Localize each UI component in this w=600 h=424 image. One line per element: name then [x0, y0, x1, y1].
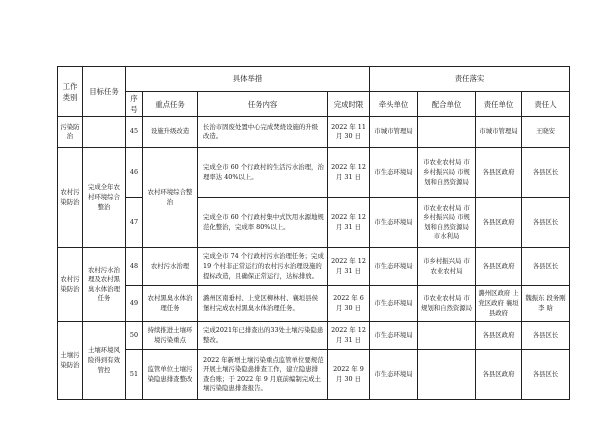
header-task-content: 任务内容 [198, 92, 328, 117]
resp-unit-cell: 各县区政府 [476, 148, 522, 198]
header-category: 工作类别 [58, 67, 83, 117]
lead-unit-cell: 市生态环境局 [370, 286, 418, 322]
resp-unit-cell: 各县区政府 [476, 350, 522, 400]
coop-unit-cell [418, 350, 476, 400]
coop-unit-cell [418, 117, 476, 148]
category-cell: 农村污染防治 [58, 248, 83, 322]
deadline-cell: 2022 年 6 月 30 日 [328, 286, 370, 322]
resp-unit-cell: 各县区政府 [476, 248, 522, 286]
header-lead-unit: 牵头单位 [370, 92, 418, 117]
seq-cell: 45 [126, 117, 143, 148]
resp-person-cell: 各县区长 [522, 350, 570, 400]
resp-person-cell: 各县区长 [522, 148, 570, 198]
table-row [58, 350, 570, 400]
task-content-cell: 完成全市 74 个行政村污水治理任务；完成 19 个村非正常运行的农村污水治理设施的提标改造，且确保正常运行，达标排放。 [198, 248, 328, 286]
lead-unit-cell: 市城市管理局 [370, 117, 418, 148]
table-row [58, 286, 570, 322]
table-row [58, 248, 570, 286]
goal-cell: 农村污水治理及农村黑臭水体治理任务 [83, 248, 126, 322]
coop-unit-cell [418, 322, 476, 350]
resp-person-cell: 王晓安 [522, 117, 570, 148]
key-task-cell: 持续推进土壤环境污染重点 [143, 322, 198, 350]
table-row [58, 117, 570, 148]
deadline-cell: 2022 年 9 月 30 日 [328, 350, 370, 400]
category-cell: 污染防治 [58, 117, 83, 148]
header-seq: 序号 [126, 92, 143, 117]
seq-cell: 51 [126, 350, 143, 400]
coop-unit-cell: 市农业农村局 市乡村振兴局 市规划和自然资源局 [418, 148, 476, 198]
task-content-cell: 完成全市 60 个行政村的生活污水治理，治理率达 40%以上。 [198, 148, 328, 198]
resp-unit-cell: 各县区政府 [476, 322, 522, 350]
deadline-cell: 2022 年 12 月 31 日 [328, 248, 370, 286]
lead-unit-cell: 市生态环境局 [370, 248, 418, 286]
key-task-cell: 农村黑臭水体治理任务 [143, 286, 198, 322]
seq-cell: 46 [126, 148, 143, 198]
table-row [58, 198, 570, 248]
lead-unit-cell: 市生态环境局 [370, 148, 418, 198]
table-row [58, 148, 570, 198]
header-responsibility: 责任落实 [370, 67, 570, 92]
deadline-cell: 2022 年 12 月 31 日 [328, 322, 370, 350]
deadline-cell: 2022 年 12 月 31 日 [328, 198, 370, 248]
deadline-cell: 2022 年 12 月 31 日 [328, 148, 370, 198]
table-row [58, 322, 570, 350]
category-cell: 农村污染防治 [58, 148, 83, 248]
header-measures: 具体举措 [126, 67, 370, 92]
resp-person-cell: 各县区长 [522, 248, 570, 286]
header-resp-person: 责任人 [522, 92, 570, 117]
resp-unit-cell: 市城市管理局 [476, 117, 522, 148]
key-task-cell: 设施升级改造 [143, 117, 198, 148]
deadline-cell: 2022 年 11 月 30 日 [328, 117, 370, 148]
resp-person-cell: 魏振东 段务刚 李 晗 [522, 286, 570, 322]
resp-unit-cell: 潞州区政府 上党区政府 襄垣县政府 [476, 286, 522, 322]
coop-unit-cell: 市农业农村局 市乡村振兴局 市规划和自然资源局 市水利局 [418, 198, 476, 248]
key-task-cell: 农村环境综合整治 [143, 148, 198, 248]
category-cell: 土壤污染防治 [58, 322, 83, 400]
lead-unit-cell: 市生态环境局 [370, 322, 418, 350]
task-content-cell: 完成2021年已排查出的33处土壤污染隐患整改。 [198, 322, 328, 350]
task-content-cell: 2022 年新增土壤污染重点监管单位要规范开展土壤污染隐患排查工作，建立隐患排查台账；于 2022 年 9 月底前编制完成土壤污染隐患排查报告。 [198, 350, 328, 400]
key-task-cell: 农村污水治理 [143, 248, 198, 286]
coop-unit-cell: 市农业农村局 市规划和自然资源局 [418, 286, 476, 322]
header-key-task: 重点任务 [143, 92, 198, 117]
resp-unit-cell: 各县区政府 [476, 198, 522, 248]
header-deadline: 完成时限 [328, 92, 370, 117]
goal-cell: 土壤环境风险得到有效管控 [83, 322, 126, 400]
task-content-cell: 完成全市 60 个行政村集中式饮用水源地规范化整治，完成率 80%以上。 [198, 198, 328, 248]
coop-unit-cell: 市乡村振兴局 市农业农村局 [418, 248, 476, 286]
task-table [57, 66, 570, 400]
seq-cell: 48 [126, 248, 143, 286]
seq-cell: 50 [126, 322, 143, 350]
goal-cell: 完成全年农村环境综合整治 [83, 148, 126, 248]
lead-unit-cell: 市生态环境局 [370, 198, 418, 248]
resp-person-cell: 各县区长 [522, 198, 570, 248]
lead-unit-cell: 市生态环境局 [370, 350, 418, 400]
resp-person-cell: 各县区长 [522, 322, 570, 350]
header-coop-unit: 配合单位 [418, 92, 476, 117]
task-content-cell: 潞州区南垂村、上党区柳林村、襄垣县侯堡村完成农村黑臭水体治理任务。 [198, 286, 328, 322]
seq-cell: 49 [126, 286, 143, 322]
task-content-cell: 长治市固废处置中心完成焚烧设施的升级改造。 [198, 117, 328, 148]
goal-cell [83, 117, 126, 148]
header-resp-unit: 责任单位 [476, 92, 522, 117]
key-task-cell: 监管单位土壤污染隐患排查整改 [143, 350, 198, 400]
header-goal: 目标任务 [83, 67, 126, 117]
seq-cell: 47 [126, 198, 143, 248]
